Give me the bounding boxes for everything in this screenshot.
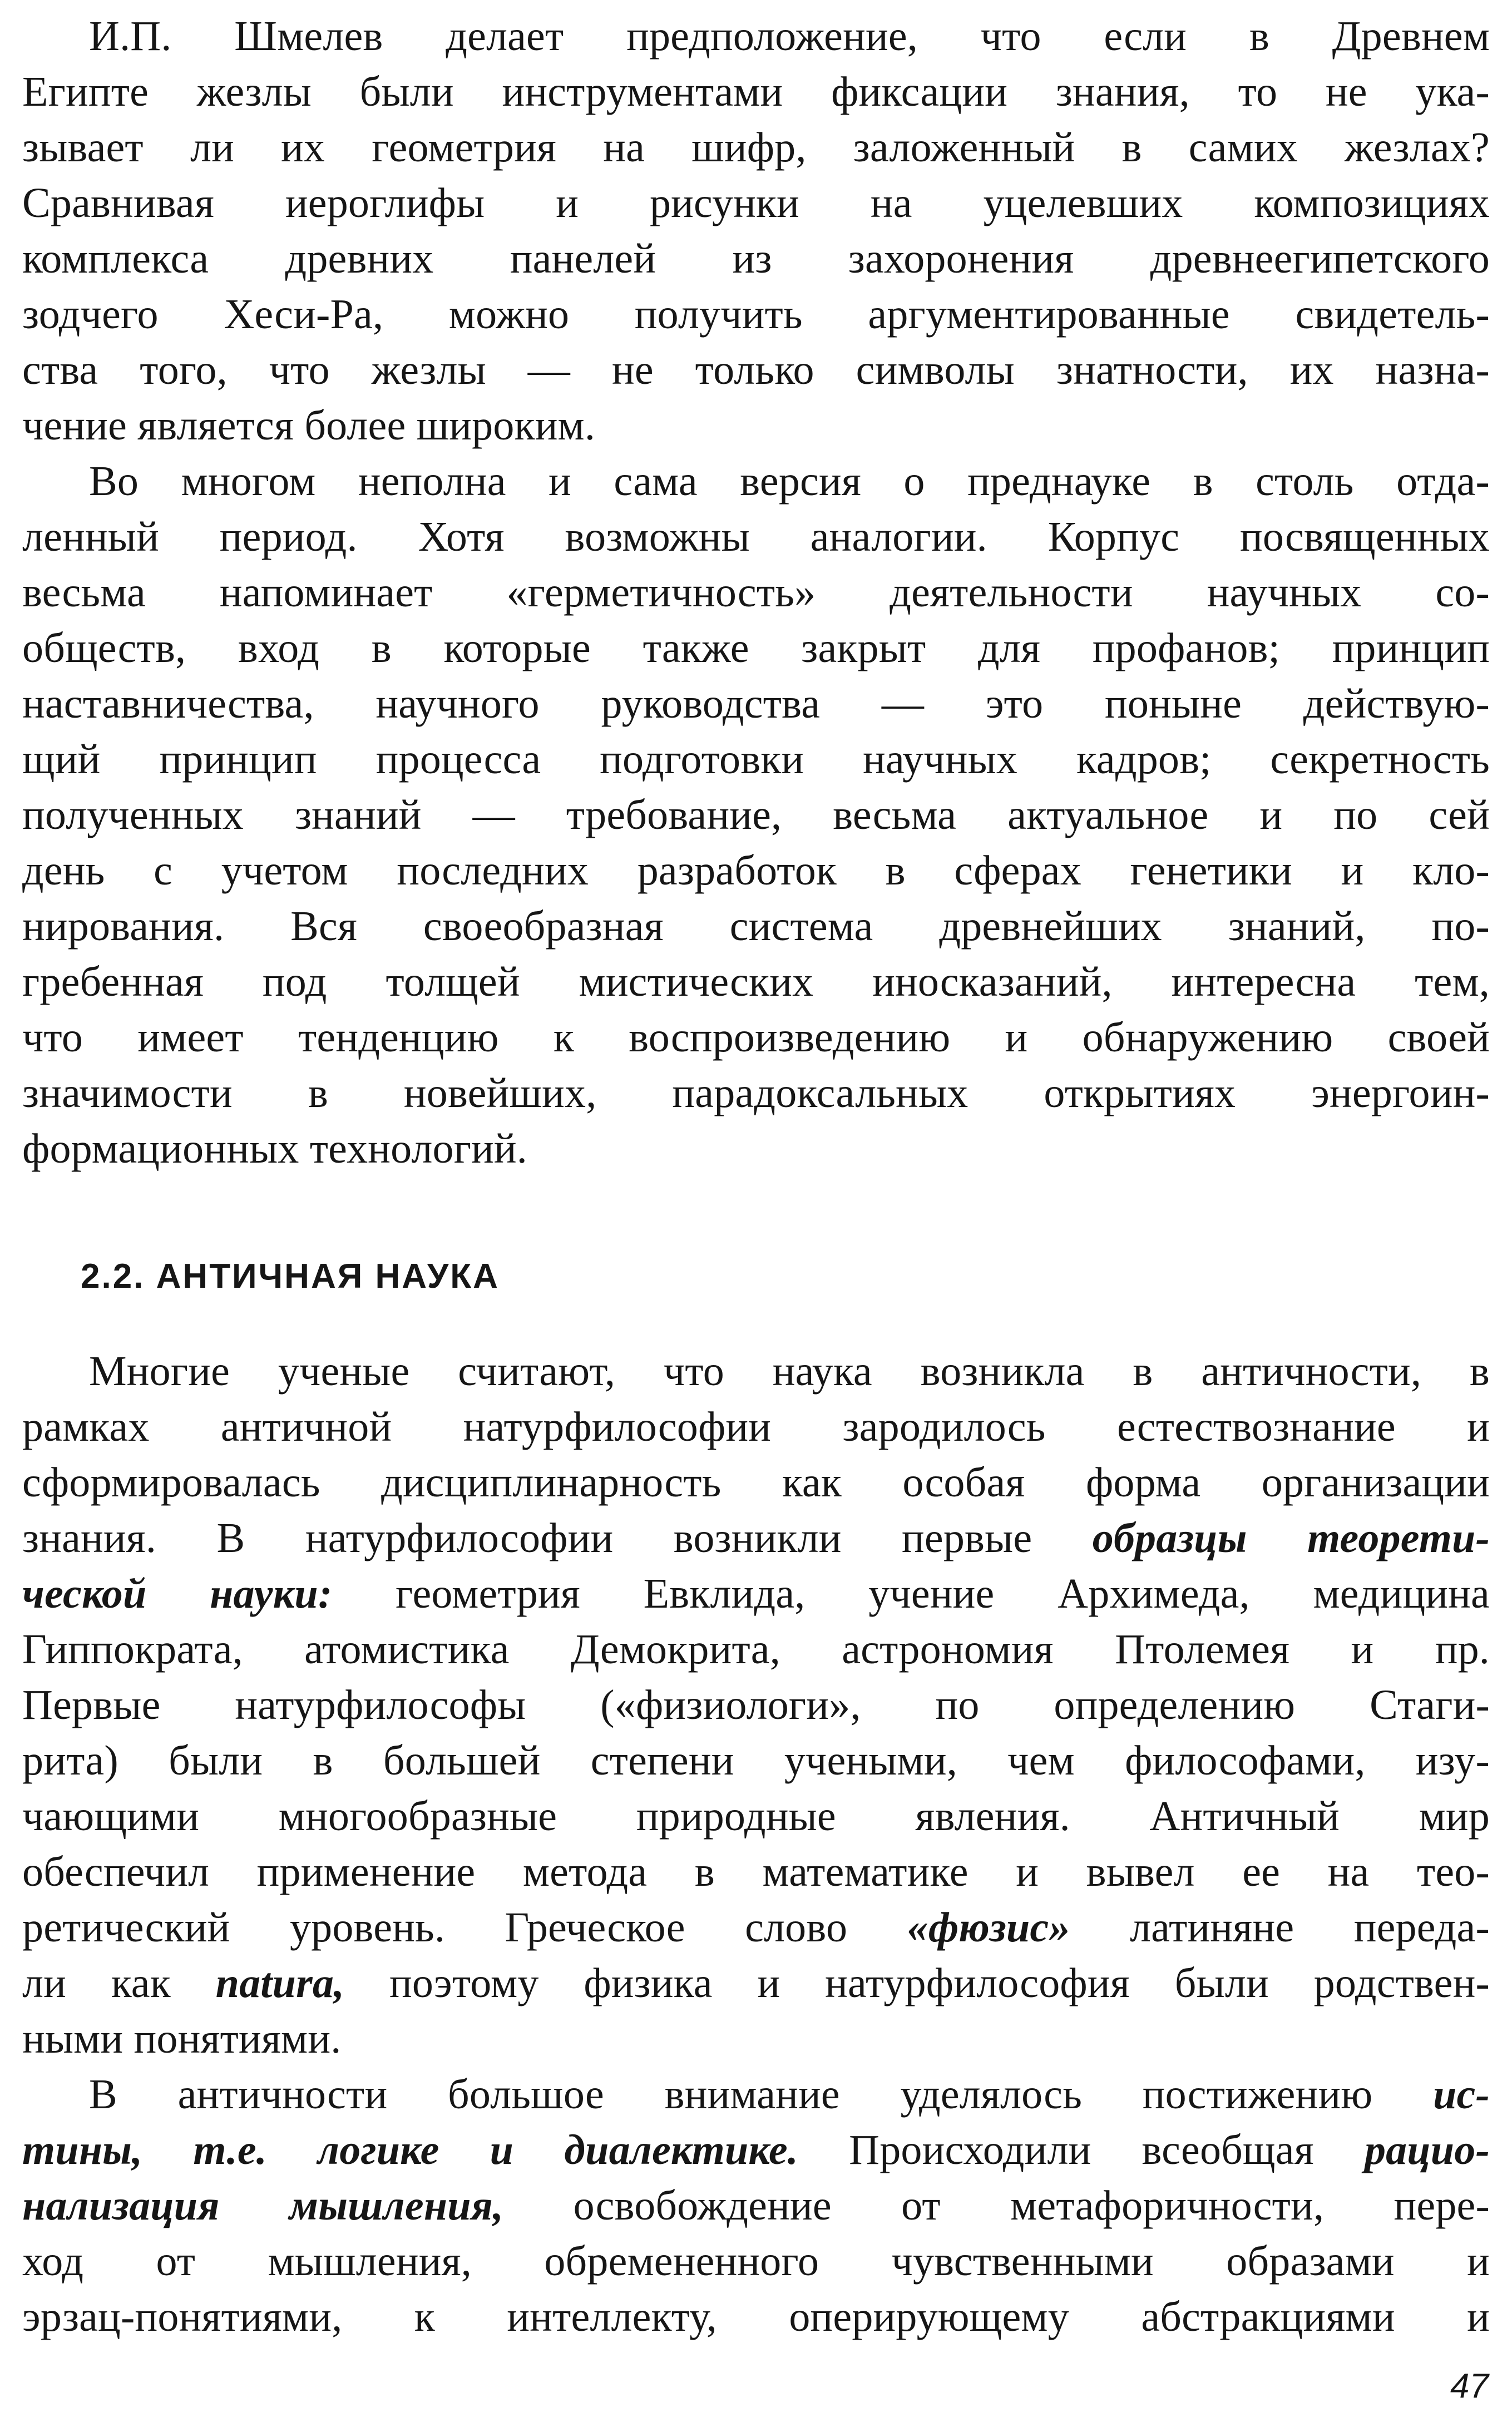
text-line: [22, 2175, 1490, 2236]
text-line: щий принцип процесса подготовки научных кадров; секретность: [22, 736, 1490, 783]
text-run: ли как: [22, 1960, 216, 2006]
text-line: рамках античной натурфилософии зародилось естествознание и: [22, 1403, 1490, 1450]
text-line: ленный период. Хотя возможны аналогии. Корпус посвященных: [22, 513, 1490, 560]
text-line: ства того, что жезлы — не только символы знатности, их назна-: [22, 347, 1490, 393]
text-line: нирования. Вся своеобразная система древнейших знаний, по-: [22, 903, 1490, 950]
emphasis-term: ческой науки:: [22, 1570, 333, 1617]
text-line: сформировалась дисциплинарность как особая форма организации: [22, 1459, 1490, 1506]
text-line: формационных технологий.: [22, 1125, 528, 1172]
emphasis-term: нализация мышления,: [22, 2182, 504, 2229]
emphasis-term: образцы теорети-: [1092, 1515, 1490, 1561]
text-run: знания. В натурфилософии возникли первые: [22, 1515, 1093, 1561]
text-line: [89, 2064, 1490, 2125]
text-run: поэтому физика и натурфилософия были родствен-: [344, 1960, 1490, 2006]
text-line: комплекса древних панелей из захоронения древнеегипетского: [22, 235, 1490, 282]
text-run: геометрия Евклида, учение Архимеда, медицина: [332, 1570, 1490, 1617]
text-line: ными понятиями.: [22, 2015, 342, 2062]
text-line: весьма напоминает «герметичность» деятельности научных со-: [22, 569, 1490, 616]
page-number: 47: [1450, 2367, 1489, 2405]
text-run: ретический уровень. Греческое слово: [22, 1904, 907, 1951]
text-run: латиняне переда-: [1070, 1904, 1490, 1951]
text-line: день с учетом последних разработок в сферах генетики и кло-: [22, 847, 1490, 894]
text-line: гребенная под толщей мистических иносказаний, интересна тем,: [22, 958, 1490, 1005]
text-run: В античности большое внимание уделялось постижению: [89, 2071, 1434, 2118]
text-line: что имеет тенденцию к воспроизведению и обнаружению своей: [22, 1014, 1490, 1061]
text-line: обеспечил применение метода в математике и вывел ее на тео-: [22, 1848, 1490, 1895]
text-run: освобождение от метафоричности, пере-: [503, 2182, 1490, 2229]
emphasis-term: рацио-: [1364, 2127, 1490, 2173]
emphasis-term: natura,: [215, 1960, 345, 2006]
emphasis-term: «фюзис»: [907, 1904, 1070, 1951]
text-line: полученных знаний — требование, весьма актуальное и по сей: [22, 792, 1490, 838]
text-line: наставничества, научного руководства — это поныне действую-: [22, 680, 1490, 727]
text-line: [22, 1953, 1490, 2014]
text-line: [22, 2119, 1490, 2181]
text-line: эрзац-понятиями, к интеллекту, оперирующему абстракциями и: [22, 2294, 1490, 2340]
text-line: [22, 1507, 1490, 1569]
emphasis-term: ис-: [1433, 2071, 1490, 2118]
text-line: Первые натурфилософы («физиологи», по определению Стаги-: [22, 1682, 1490, 1728]
text-line: И.П. Шмелев делает предположение, что если в Древнем: [89, 13, 1490, 60]
text-line: зодчего Хеси-Ра, можно получить аргументированные свидетель-: [22, 291, 1490, 338]
text-line: рита) были в большей степени учеными, чем философами, изу-: [22, 1737, 1490, 1784]
text-line: чение является более широким.: [22, 402, 596, 449]
text-line: Египте жезлы были инструментами фиксации знания, то не ука-: [22, 68, 1490, 115]
text-line: [22, 1563, 1490, 1624]
section-heading: 2.2. АНТИЧНАЯ НАУКА: [81, 1257, 500, 1296]
text-line: чающими многообразные природные явления. Античный мир: [22, 1793, 1490, 1840]
text-line: зывает ли их геометрия на шифр, заложенный в самих жезлах?: [22, 124, 1490, 171]
emphasis-term: тины, т.е. логике и диалектике.: [22, 2127, 799, 2173]
text-line: Многие ученые считают, что наука возникла в античности, в: [89, 1348, 1490, 1395]
text-line: Сравнивая иероглифы и рисунки на уцелевших композициях: [22, 180, 1490, 226]
text-run: Происходили всеобщая: [798, 2127, 1365, 2173]
text-line: ход от мышления, обремененного чувственными образами и: [22, 2238, 1490, 2285]
text-line: значимости в новейших, парадоксальных открытиях энергоин-: [22, 1070, 1490, 1116]
text-line: обществ, вход в которые также закрыт для профанов; принцип: [22, 625, 1490, 671]
text-line: Во многом неполна и сама версия о преднауке в столь отда-: [89, 458, 1490, 505]
text-line: [22, 1897, 1490, 1958]
text-line: Гиппократа, атомистика Демокрита, астрономия Птолемея и пр.: [22, 1626, 1490, 1673]
